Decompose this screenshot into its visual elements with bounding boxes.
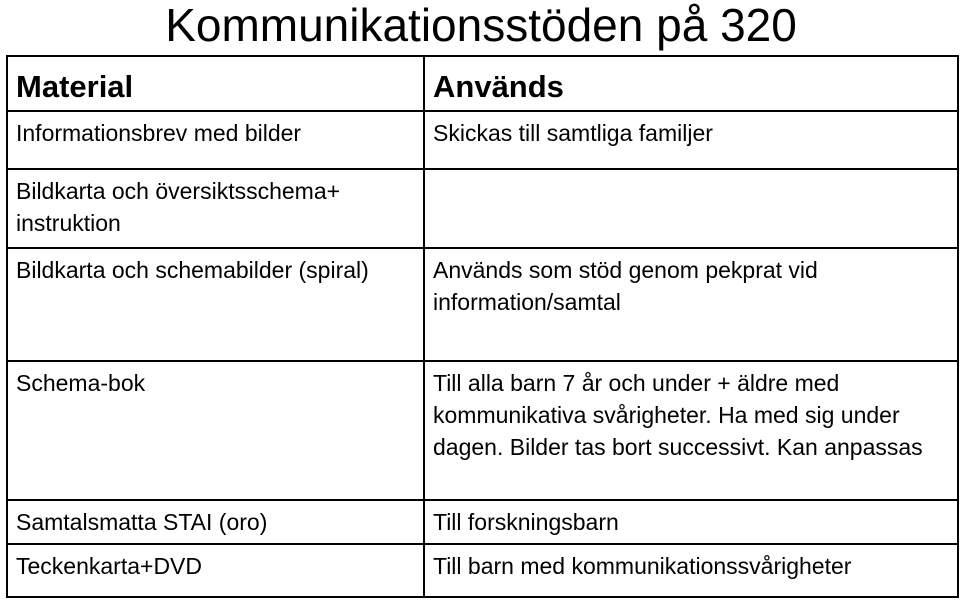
usage-cell	[424, 361, 958, 500]
table-row	[7, 111, 958, 169]
table-row	[7, 248, 958, 361]
header-material: Material	[7, 56, 424, 111]
table-row	[7, 544, 958, 597]
table-row	[7, 169, 958, 248]
material-text: Informationsbrev med bilder	[16, 120, 302, 146]
material-cell	[7, 169, 424, 248]
usage-text: Till alla barn 7 år och under + äldre med kommunikativa svårigheter. Ha med sig under dagen. Bilder tas bort successivt. Kan anpassas	[433, 370, 923, 460]
table-row	[7, 361, 958, 500]
material-cell	[7, 500, 424, 544]
usage-text: Används som stöd genom pekprat vid information/samtal	[433, 257, 818, 315]
communication-support-table	[6, 55, 959, 598]
material-cell	[7, 361, 424, 500]
material-text: Bildkarta och översiktsschema+ instruktion	[16, 178, 341, 236]
material-text: Bildkarta och schemabilder (spiral)	[16, 257, 369, 283]
material-cell	[7, 248, 424, 361]
usage-text: Till barn med kommunikationssvårigheter	[433, 553, 852, 579]
material-text: Samtalsmatta STAI (oro)	[16, 509, 268, 535]
usage-text: Till forskningsbarn	[433, 509, 619, 535]
usage-text: Skickas till samtliga familjer	[433, 120, 713, 146]
slide-title: Kommunikationsstöden på 320	[165, 0, 797, 51]
header-anvands: Används	[424, 56, 958, 111]
usage-cell	[424, 248, 958, 361]
material-text: Schema-bok	[16, 370, 146, 396]
table-row	[7, 500, 958, 544]
material-text: Teckenkarta+DVD	[16, 553, 202, 579]
usage-cell	[424, 544, 958, 597]
material-cell	[7, 111, 424, 169]
usage-cell	[424, 500, 958, 544]
usage-cell	[424, 111, 958, 169]
material-cell	[7, 544, 424, 597]
usage-cell	[424, 169, 958, 248]
table-header-row	[7, 56, 958, 111]
